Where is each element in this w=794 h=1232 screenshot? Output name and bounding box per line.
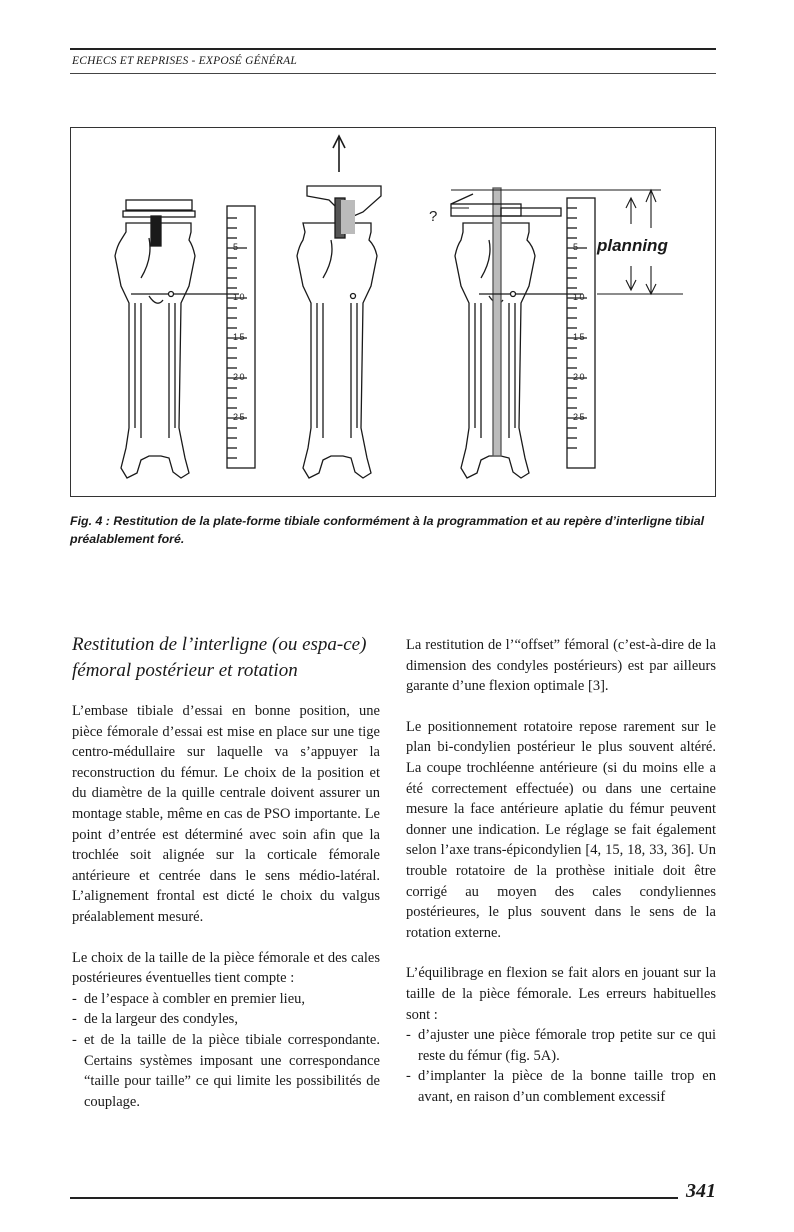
footer-rule bbox=[70, 1197, 678, 1199]
list-item: - de l’espace à combler en premier lieu, bbox=[72, 989, 380, 1010]
left-paragraph-1: L’embase tibiale d’essai en bonne position, une pièce fémorale d’essai est mise en place sur une tige centro-médullaire sur laquelle va s’appuyer la reconstruction du fémur. Le choix de la position et du diamètre de la quille centrale doivent assurer un montage stable, même en cas de PSO importante. Le point d’entrée est déterminé avec soin afin que la trochlée soit alignée sur la corticale fémorale antérieure et centrée dans le sens médio-latéral. L’alignement frontal est dicté le choix du valgus préalablement mesuré. bbox=[72, 703, 380, 925]
list-item: - d’ajuster une pièce fémorale trop petite sur ce qui reste du fémur (fig. 5A). bbox=[406, 1025, 716, 1066]
figure-caption: Fig. 4 : Restitution de la plate-forme tibiale conformément à la programmation et au repère d’interligne tibial préalablement foré. bbox=[70, 514, 705, 546]
tibia-diagram bbox=[71, 128, 717, 498]
scale-left-25: 25 bbox=[233, 412, 247, 422]
scale-left-15: 15 bbox=[233, 332, 247, 342]
tibial-keel-left bbox=[151, 216, 161, 246]
section-title: Restitution de l’interligne (ou espa-ce) fémoral postérieur et rotation bbox=[72, 634, 367, 681]
planning-label: planning bbox=[597, 236, 668, 255]
scale-right-10: 10 bbox=[573, 292, 587, 302]
left-list bbox=[72, 989, 380, 1113]
left-paragraph-2: Le choix de la taille de la pièce fémorale et des cales postérieures éventuelles tient compte : bbox=[72, 949, 380, 987]
scale-right-5: 5 bbox=[573, 242, 580, 252]
tibia-left bbox=[115, 223, 195, 478]
tibial-baseplate-right bbox=[451, 204, 521, 216]
list-item: - d’implanter la pièce de la bonne taille trop en avant, en raison d’un comblement excessif bbox=[406, 1066, 716, 1107]
page-number: 341 bbox=[686, 1180, 716, 1202]
scale-right-15: 15 bbox=[573, 332, 587, 342]
right-paragraph-1: La restitution de l’“offset” fémoral (c’est-à-dire de la dimension des condyles postérieurs) est par ailleurs garante d’une flexion optimale [3]. bbox=[406, 637, 716, 695]
running-head: ECHECS ET REPRISES - EXPOSÉ GÉNÉRAL bbox=[72, 55, 297, 67]
scale-left-10: 10 bbox=[233, 292, 247, 302]
list-item: - de la largeur des condyles, bbox=[72, 1009, 380, 1030]
header-rule-top bbox=[70, 48, 716, 50]
left-column bbox=[72, 701, 380, 1112]
tibia-middle bbox=[297, 223, 377, 478]
guide-pin bbox=[493, 188, 501, 456]
right-paragraph-3: L’équilibrage en flexion se fait alors en jouant sur la taille de la pièce fémorale. Les erreurs habituelles sont : bbox=[406, 965, 716, 1023]
question-mark-label: ? bbox=[429, 208, 438, 225]
header-rule-bottom bbox=[70, 73, 716, 74]
list-item: - et de la taille de la pièce tibiale correspondante. Certains systèmes imposant une correspondance “taille pour taille” ce qui limite les possibilités de couplage. bbox=[72, 1030, 380, 1112]
right-paragraph-2: Le positionnement rotatoire repose rarement sur le plan bi-condylien postérieur le plus souvent altéré. La coupe trochléenne antérieure (si du moins elle a été correctement effectuée) ou dans une certaine mesure la face antérieure aplatie du fémur peuvent donner une indication. Le réglage se fait également selon l’axe trans-épicondylien [4, 15, 18, 33, 36]. Un trouble rotatoire de la prothèse initiale doit être corrigé au moyen des cales condyliennes postérieures, le plus souvent dans le sens de la rotation externe. bbox=[406, 718, 716, 941]
right-column bbox=[406, 635, 716, 1107]
scale-right-20: 20 bbox=[573, 372, 587, 382]
scale-right-25: 25 bbox=[573, 412, 587, 422]
scale-left-20: 20 bbox=[233, 372, 247, 382]
tibial-baseplate-left bbox=[126, 200, 192, 210]
scale-left-5: 5 bbox=[233, 242, 240, 252]
right-list bbox=[406, 1025, 716, 1107]
figure-4 bbox=[70, 127, 716, 497]
